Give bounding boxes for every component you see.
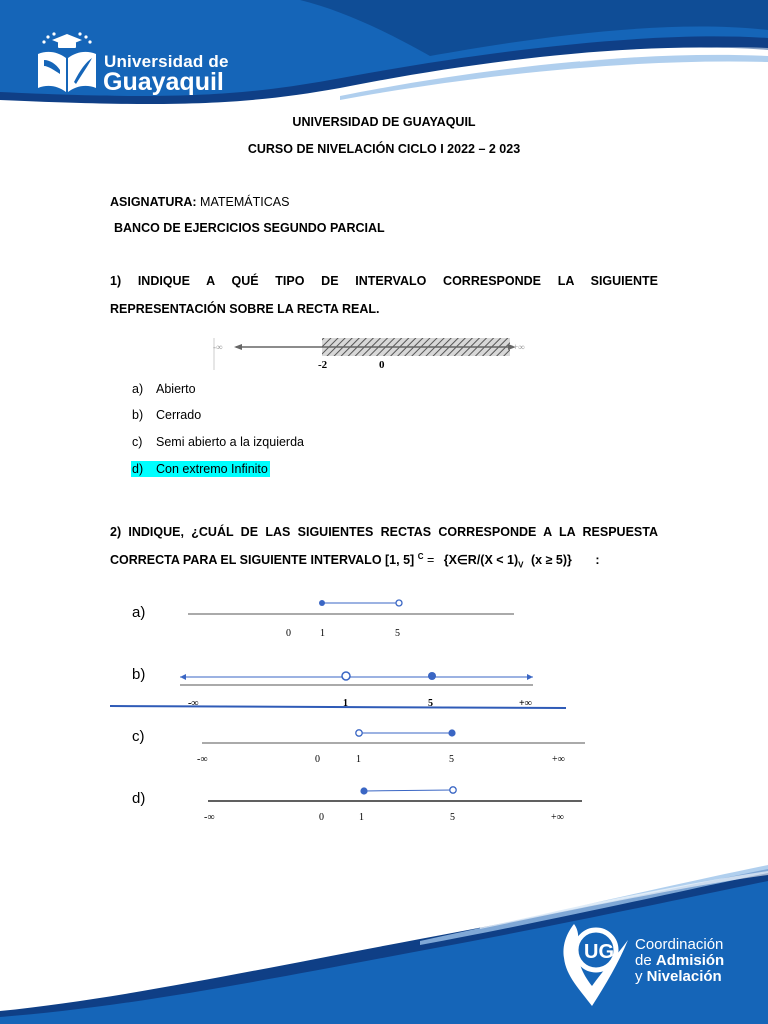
q1-option-b: b) Cerrado (132, 408, 202, 422)
q2c-label-0: 0 (315, 754, 320, 765)
q2c-label-plus-inf: +∞ (552, 754, 565, 765)
q2-option-b-letter: b) (132, 666, 146, 683)
q2b-label-minus-inf: -∞ (188, 698, 199, 709)
q2-number-lines (0, 590, 768, 830)
q1-option-c: c) Semi abierto a la izquierda (132, 435, 304, 449)
question2-line1: 2) INDIQUE, ¿CUÁL DE LAS SIGUIENTES RECTAS CORRESPONDE A LA RESPUESTA (110, 525, 658, 539)
q2b-label-1: 1 (343, 698, 348, 709)
q1-figure-tick-0: 0 (379, 359, 385, 371)
q2a-label-5: 5 (395, 628, 400, 639)
q2c-label-5: 5 (449, 754, 454, 765)
q2d-label-plus-inf: +∞ (551, 812, 564, 823)
q2c-label-minus-inf: -∞ (197, 754, 208, 765)
q2c-open-point (356, 730, 362, 736)
q2c-label-1: 1 (356, 754, 361, 765)
q2d-label-0: 0 (319, 812, 324, 823)
question1-number-line-figure (212, 336, 540, 374)
q2-option-a-letter: a) (132, 604, 146, 621)
q2d-label-minus-inf: -∞ (204, 812, 215, 823)
q2c-closed-point (448, 729, 455, 736)
logo-text-guayaquil: Guayaquil (103, 68, 224, 96)
q2a-closed-point (319, 600, 325, 606)
q2b-label-plus-inf: +∞ (519, 698, 532, 709)
q1-option-d-highlighted: d) Con extremo Infinito (132, 462, 268, 476)
q2b-open-point (342, 672, 350, 680)
logo-text-universidad: Universidad de (104, 52, 229, 71)
subject-line (110, 195, 289, 209)
question1-line2: REPRESENTACIÓN SOBRE LA RECTA REAL. (110, 302, 380, 316)
q1-option-a: a) Abierto (132, 382, 196, 396)
q2d-open-point (450, 787, 456, 793)
q1-figure-left-infinity: -∞ (213, 342, 223, 352)
footer-text-admision: de Admisión (635, 952, 725, 969)
q2b-closed-point (428, 672, 436, 680)
q2d-label-5: 5 (450, 812, 455, 823)
q2a-label-0: 0 (286, 628, 291, 639)
q2d-label-1: 1 (359, 812, 364, 823)
university-title: UNIVERSIDAD DE GUAYAQUIL (292, 115, 476, 129)
q2b-label-5: 5 (428, 698, 433, 709)
q2-option-d-letter: d) (132, 790, 146, 807)
q1-figure-tick-minus2: -2 (318, 359, 328, 371)
course-title: CURSO DE NIVELACIÓN CICLO I 2022 – 2 023 (247, 142, 521, 156)
footer-text-coordinacion: Coordinación (635, 936, 724, 953)
q2a-label-1: 1 (320, 628, 325, 639)
question2-line2: CORRECTA PARA EL SIGUIENTE INTERVALO [1, 5] $^C$ = {X∈R/(X < $1)_V$ (x ≥ 5)} : (110, 552, 600, 570)
ug-check-emblem-icon (556, 920, 632, 1010)
subject-value: MATEMÁTICAS (196, 195, 290, 209)
q2-option-c-letter: c) (132, 728, 145, 745)
q2d-closed-point (360, 787, 367, 794)
svg-text:UG: UG (584, 941, 614, 963)
graduation-cap-book-icon (34, 30, 100, 96)
question1-line1: 1) INDIQUE A QUÉ TIPO DE INTERVALO CORRESPONDE LA SIGUIENTE (110, 274, 658, 288)
q1-figure-right-infinity: +∞ (513, 342, 525, 352)
q2a-open-point (396, 600, 402, 606)
exercise-bank-title: BANCO DE EJERCICIOS SEGUNDO PARCIAL (114, 221, 385, 235)
footer-text-nivelacion: y Nivelación (635, 968, 722, 985)
subject-label: ASIGNATURA: (110, 195, 197, 209)
